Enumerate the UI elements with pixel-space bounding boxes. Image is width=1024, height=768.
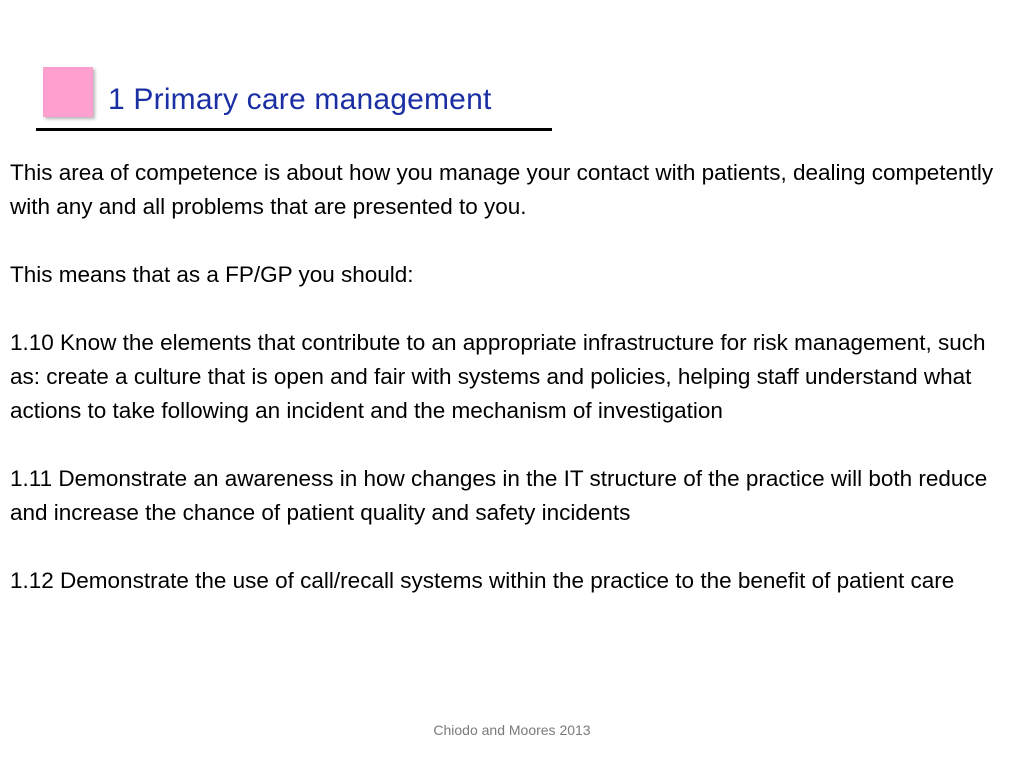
lead-paragraph: This means that as a FP/GP you should: [10, 262, 414, 287]
title-underline [36, 128, 552, 131]
competence-item-1-10: 1.10 Know the elements that contribute to an appropriate infrastructure for risk management, such as: create a culture that is open and fair with systems and policies, helping staff understand what actions to take following an incident and the mechanism of investigation [10, 330, 986, 423]
slide-body [10, 156, 1020, 632]
slide-title: 1 Primary care management [108, 83, 492, 116]
footer-credit: Chiodo and Moores 2013 [433, 722, 591, 738]
competence-item-1-12: 1.12 Demonstrate the use of call/recall systems within the practice to the benefit of patient care [10, 568, 955, 593]
intro-paragraph: This area of competence is about how you manage your contact with patients, dealing competently with any and all problems that are presented to you. [10, 160, 994, 219]
competence-item-1-11: 1.11 Demonstrate an awareness in how changes in the IT structure of the practice will both reduce and increase the chance of patient quality and safety incidents [10, 466, 988, 525]
pink-square-marker [43, 67, 93, 117]
slide-header [36, 64, 552, 134]
